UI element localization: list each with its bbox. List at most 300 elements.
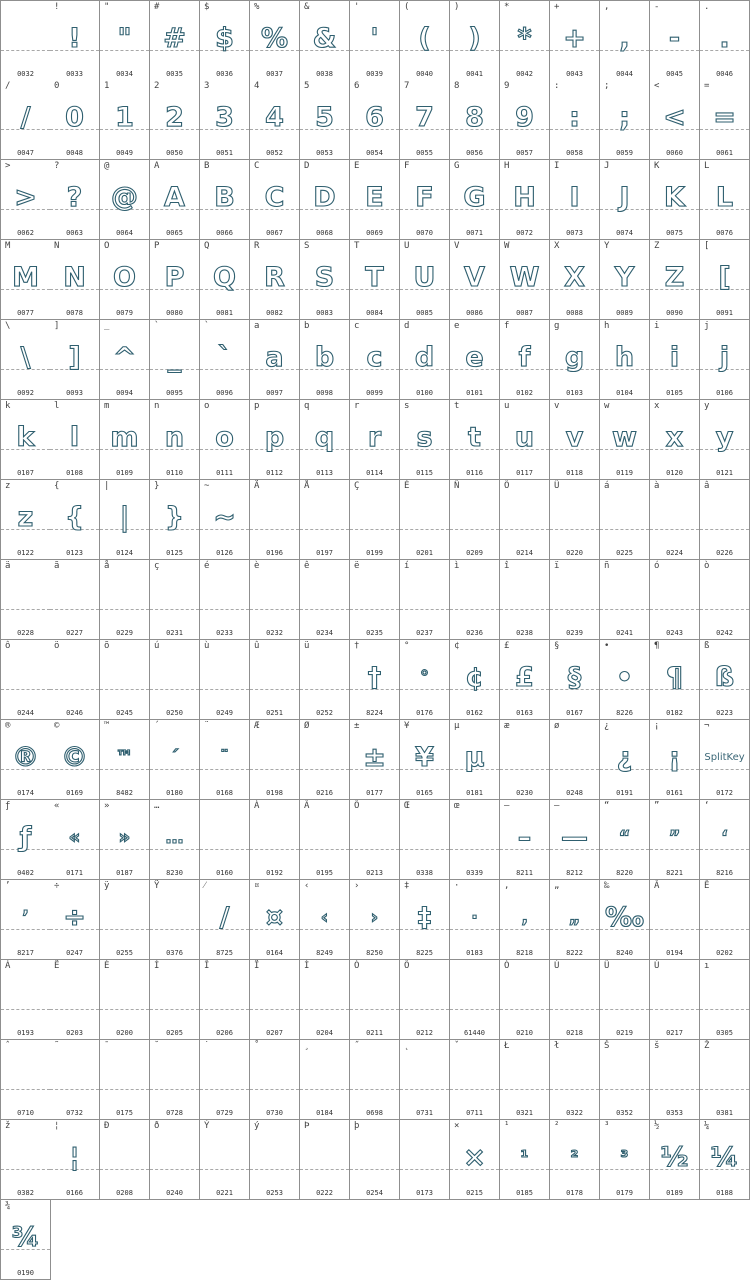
glyph-cell xyxy=(350,720,400,800)
cell-character-label: Z xyxy=(654,241,660,251)
cell-code-label: 0061 xyxy=(716,149,733,157)
glyph-cell xyxy=(350,160,400,240)
glyph-cell xyxy=(50,0,100,81)
glyph-preview: 5 xyxy=(315,102,334,133)
glyph-cell xyxy=(300,480,350,560)
glyph-preview: ² xyxy=(570,1147,579,1168)
cell-code-label: 0229 xyxy=(116,629,133,637)
glyph-preview: + xyxy=(563,23,586,54)
glyph-preview xyxy=(300,973,349,1017)
cell-code-label: 0234 xyxy=(316,629,333,637)
glyph-cell xyxy=(650,80,700,160)
glyph-cell xyxy=(600,320,650,400)
cell-character-label: w xyxy=(604,401,610,411)
cell-code-label: 0096 xyxy=(216,389,233,397)
cell-character-label: B xyxy=(204,161,210,171)
cell-code-label: 0212 xyxy=(416,1029,433,1037)
cell-character-label: … xyxy=(154,801,160,811)
cell-character-label: Û xyxy=(604,961,610,971)
cell-code-label: 0113 xyxy=(316,469,333,477)
glyph-cell xyxy=(350,560,400,640)
glyph-cell xyxy=(0,880,51,960)
glyph-preview xyxy=(200,573,249,617)
cell-code-label: 0182 xyxy=(666,709,683,717)
cell-code-label: 0184 xyxy=(316,1109,333,1117)
cell-character-label: ˚ xyxy=(254,1041,260,1051)
glyph-cell xyxy=(600,240,650,320)
glyph-cell xyxy=(650,560,700,640)
glyph-preview: = xyxy=(713,102,736,133)
cell-character-label: ˆ xyxy=(5,1041,11,1051)
glyph-preview: · xyxy=(471,907,478,928)
cell-character-label: Å xyxy=(304,481,310,491)
glyph-preview xyxy=(50,973,99,1017)
glyph-preview xyxy=(1,14,50,58)
cell-character-label: v xyxy=(554,401,560,411)
cell-character-label: # xyxy=(154,2,160,12)
cell-character-label: ¦ xyxy=(54,1121,60,1131)
cell-character-label: A xyxy=(154,161,160,171)
cell-code-label: 0194 xyxy=(666,949,683,957)
cell-character-label: X xyxy=(554,241,560,251)
cell-code-label: 0210 xyxy=(516,1029,533,1037)
glyph-cell xyxy=(250,880,300,960)
glyph-cell xyxy=(50,640,100,720)
glyph-preview: ° xyxy=(420,667,429,688)
cell-character-label: ł xyxy=(554,1041,560,1051)
glyph-preview xyxy=(250,653,299,697)
cell-code-label: 0203 xyxy=(66,1029,83,1037)
cell-code-label: 0040 xyxy=(416,70,433,78)
glyph-cell xyxy=(550,480,600,560)
glyph-preview xyxy=(400,1133,449,1177)
cell-code-label: 0175 xyxy=(116,1109,133,1117)
cell-code-label: 0192 xyxy=(266,869,283,877)
cell-code-label: 0338 xyxy=(416,869,433,877)
glyph-cell xyxy=(650,240,700,320)
cell-character-label: N xyxy=(54,241,60,251)
glyph-preview: ½ xyxy=(660,1142,689,1173)
glyph-cell xyxy=(200,1040,250,1120)
cell-code-label: 0181 xyxy=(466,789,483,797)
glyph-preview xyxy=(500,1053,549,1097)
cell-code-label: 0062 xyxy=(17,229,34,237)
cell-character-label: ™ xyxy=(104,721,110,731)
glyph-cell xyxy=(300,720,350,800)
glyph-cell xyxy=(350,1040,400,1120)
glyph-preview xyxy=(100,1133,149,1177)
cell-character-label: ( xyxy=(404,2,410,12)
glyph-preview xyxy=(650,573,699,617)
cell-character-label: ‡ xyxy=(404,881,410,891)
cell-character-label: 8 xyxy=(454,81,460,91)
cell-code-label: 0087 xyxy=(516,309,533,317)
glyph-cell xyxy=(550,1120,600,1200)
cell-character-label: ã xyxy=(54,561,60,571)
glyph-preview: U xyxy=(413,262,436,293)
glyph-cell xyxy=(200,560,250,640)
cell-code-label: 0247 xyxy=(66,949,83,957)
cell-code-label: 0089 xyxy=(616,309,633,317)
cell-code-label: 0382 xyxy=(17,1189,34,1197)
glyph-cell xyxy=(550,960,600,1040)
cell-code-label: 0068 xyxy=(316,229,333,237)
glyph-preview: ‡ xyxy=(417,902,432,933)
cell-character-label: É xyxy=(404,481,410,491)
glyph-cell xyxy=(600,640,650,720)
cell-code-label: 0162 xyxy=(466,709,483,717)
glyph-preview: 9 xyxy=(515,102,534,133)
cell-code-label: 0252 xyxy=(316,709,333,717)
glyph-cell xyxy=(0,160,51,240)
cell-code-label: 0731 xyxy=(416,1109,433,1117)
glyph-preview xyxy=(200,653,249,697)
glyph-preview: D xyxy=(313,182,336,213)
cell-character-label: x xyxy=(654,401,660,411)
glyph-preview: ’ xyxy=(22,907,29,928)
cell-code-label: 0034 xyxy=(116,70,133,78)
cell-character-label: ä xyxy=(5,561,11,571)
glyph-cell xyxy=(0,240,51,320)
glyph-cell xyxy=(150,80,200,160)
cell-character-label: Ä xyxy=(254,481,260,491)
glyph-preview xyxy=(1,973,50,1017)
glyph-preview: y xyxy=(715,422,734,453)
cell-character-label: m xyxy=(104,401,110,411)
glyph-preview: E xyxy=(365,182,384,213)
glyph-preview xyxy=(550,493,599,537)
glyph-cell xyxy=(650,320,700,400)
cell-code-label: 0230 xyxy=(516,789,533,797)
glyph-preview: 1 xyxy=(115,102,134,133)
cell-character-label: 6 xyxy=(354,81,360,91)
cell-code-label: 0119 xyxy=(616,469,633,477)
glyph-cell xyxy=(700,1040,750,1120)
glyph-preview: ` xyxy=(217,342,232,373)
glyph-preview: ¶ xyxy=(665,662,684,693)
cell-code-label: 0124 xyxy=(116,549,133,557)
cell-character-label: ÷ xyxy=(54,881,60,891)
glyph-cell xyxy=(300,1040,350,1120)
cell-character-label: ı xyxy=(704,961,710,971)
cell-code-label: 0235 xyxy=(366,629,383,637)
glyph-preview: } xyxy=(164,502,185,533)
cell-character-label: ] xyxy=(54,321,60,331)
glyph-cell xyxy=(350,320,400,400)
glyph-cell xyxy=(150,800,200,880)
cell-code-label: 0339 xyxy=(466,869,483,877)
cell-character-label: À xyxy=(254,801,260,811)
cell-character-label: 4 xyxy=(254,81,260,91)
glyph-cell xyxy=(100,640,150,720)
glyph-cell xyxy=(0,720,51,800)
cell-character-label: ! xyxy=(54,2,60,12)
cell-code-label: 0123 xyxy=(66,549,83,557)
cell-code-label: 0075 xyxy=(666,229,683,237)
cell-code-label: 0322 xyxy=(566,1109,583,1117)
cell-character-label: Í xyxy=(154,961,160,971)
cell-code-label: 0206 xyxy=(216,1029,233,1037)
glyph-preview: ÷ xyxy=(63,902,86,933)
cell-code-label: 0376 xyxy=(166,949,183,957)
glyph-preview: i xyxy=(669,342,680,373)
cell-code-label: 0081 xyxy=(216,309,233,317)
glyph-cell xyxy=(100,560,150,640)
glyph-preview: l xyxy=(69,422,80,453)
cell-character-label: Ë xyxy=(54,961,60,971)
glyph-cell xyxy=(400,1040,450,1120)
glyph-cell xyxy=(400,640,450,720)
cell-code-label: 0041 xyxy=(466,70,483,78)
cell-code-label: 0222 xyxy=(316,1189,333,1197)
cell-character-label: ’ xyxy=(5,881,11,891)
glyph-preview: z xyxy=(17,502,34,533)
cell-code-label: 0165 xyxy=(416,789,433,797)
glyph-cell xyxy=(400,80,450,160)
cell-character-label: & xyxy=(304,2,310,12)
cell-code-label: 0239 xyxy=(566,629,583,637)
cell-character-label: 9 xyxy=(504,81,510,91)
glyph-cell xyxy=(0,1120,51,1200)
cell-code-label: 0058 xyxy=(566,149,583,157)
glyph-preview: X xyxy=(564,262,585,293)
glyph-preview: b xyxy=(314,342,335,373)
glyph-preview xyxy=(450,813,499,857)
glyph-cell xyxy=(450,480,500,560)
cell-character-label: f xyxy=(504,321,510,331)
glyph-cell xyxy=(500,880,550,960)
glyph-preview: e xyxy=(465,342,484,373)
glyph-cell xyxy=(500,640,550,720)
cell-character-label: ³ xyxy=(604,1121,610,1131)
glyph-cell xyxy=(700,880,750,960)
glyph-cell xyxy=(200,800,250,880)
glyph-preview xyxy=(100,893,149,937)
glyph-cell xyxy=(200,0,250,81)
cell-code-label: 8226 xyxy=(616,709,633,717)
glyph-preview: × xyxy=(463,1142,486,1173)
glyph-preview: % xyxy=(260,23,289,54)
cell-code-label: 0208 xyxy=(116,1189,133,1197)
glyph-cell xyxy=(450,640,500,720)
cell-character-label: ¨ xyxy=(204,721,210,731)
cell-code-label: 0730 xyxy=(266,1109,283,1117)
glyph-cell xyxy=(600,400,650,480)
cell-code-label: 8212 xyxy=(566,869,583,877)
cell-code-label: 0083 xyxy=(316,309,333,317)
cell-character-label: * xyxy=(504,2,510,12)
glyph-cell xyxy=(150,720,200,800)
cell-code-label: 0161 xyxy=(666,789,683,797)
cell-character-label: ´ xyxy=(154,721,160,731)
glyph-cell xyxy=(400,720,450,800)
glyph-preview: > xyxy=(14,182,37,213)
glyph-cell xyxy=(600,560,650,640)
glyph-preview: d xyxy=(414,342,435,373)
cell-code-label: 0049 xyxy=(116,149,133,157)
glyph-preview: / xyxy=(20,102,31,133)
glyph-cell xyxy=(350,800,400,880)
glyph-cell xyxy=(100,160,150,240)
glyph-preview xyxy=(150,653,199,697)
glyph-cell xyxy=(600,1120,650,1200)
glyph-preview: $ xyxy=(215,23,234,54)
glyph-preview: A xyxy=(164,182,185,213)
glyph-cell xyxy=(0,320,51,400)
cell-code-label: 0060 xyxy=(666,149,683,157)
cell-character-label: Ù xyxy=(654,961,660,971)
glyph-cell xyxy=(650,720,700,800)
glyph-preview xyxy=(700,973,749,1017)
glyph-cell xyxy=(450,320,500,400)
cell-code-label: 0710 xyxy=(17,1109,34,1117)
cell-character-label: ¼ xyxy=(704,1121,710,1131)
glyph-cell xyxy=(450,80,500,160)
cell-character-label: ó xyxy=(654,561,660,571)
glyph-cell xyxy=(400,880,450,960)
cell-character-label: ç xyxy=(154,561,160,571)
cell-character-label: i xyxy=(654,321,660,331)
cell-code-label: 0038 xyxy=(316,70,333,78)
glyph-cell xyxy=(250,560,300,640)
cell-code-label: 0198 xyxy=(266,789,283,797)
glyph-cell xyxy=(350,400,400,480)
glyph-cell xyxy=(0,480,51,560)
cell-character-label: + xyxy=(554,2,560,12)
cell-character-label: ò xyxy=(704,561,710,571)
glyph-cell xyxy=(400,800,450,880)
glyph-cell xyxy=(550,1040,600,1120)
cell-code-label: 0254 xyxy=(366,1189,383,1197)
glyph-cell xyxy=(650,960,700,1040)
glyph-cell xyxy=(250,240,300,320)
cell-character-label: ½ xyxy=(654,1121,660,1131)
cell-character-label: } xyxy=(154,481,160,491)
cell-character-label: D xyxy=(304,161,310,171)
glyph-preview xyxy=(550,733,599,777)
glyph-cell xyxy=(700,320,750,400)
cell-code-label: 0054 xyxy=(366,149,383,157)
glyph-cell xyxy=(150,960,200,1040)
cell-code-label: 8230 xyxy=(166,869,183,877)
glyph-cell xyxy=(500,320,550,400)
glyph-cell xyxy=(450,800,500,880)
cell-code-label: 0099 xyxy=(366,389,383,397)
cell-code-label: 61440 xyxy=(463,1029,486,1037)
cell-character-label: R xyxy=(254,241,260,251)
cell-code-label: 0171 xyxy=(66,869,83,877)
cell-code-label: 0169 xyxy=(66,789,83,797)
glyph-preview: Y xyxy=(614,262,635,293)
cell-code-label: 0189 xyxy=(666,1189,683,1197)
glyph-cell xyxy=(150,1040,200,1120)
glyph-cell xyxy=(100,320,150,400)
cell-character-label: é xyxy=(204,561,210,571)
glyph-cell xyxy=(450,160,500,240)
cell-character-label: – xyxy=(504,801,510,811)
glyph-cell xyxy=(250,720,300,800)
glyph-cell xyxy=(100,240,150,320)
cell-character-label: æ xyxy=(504,721,510,731)
glyph-preview: @ xyxy=(111,182,138,213)
cell-code-label: 0200 xyxy=(116,1029,133,1037)
cell-code-label: 0178 xyxy=(566,1189,583,1197)
cell-character-label: q xyxy=(304,401,310,411)
glyph-preview xyxy=(350,493,399,537)
cell-code-label: 0095 xyxy=(166,389,183,397)
cell-character-label: ) xyxy=(454,2,460,12)
glyph-preview xyxy=(650,893,699,937)
glyph-cell xyxy=(250,480,300,560)
cell-character-label: r xyxy=(354,401,360,411)
glyph-preview xyxy=(400,493,449,537)
glyph-cell xyxy=(450,880,500,960)
cell-code-label: 8217 xyxy=(17,949,34,957)
glyph-cell xyxy=(300,80,350,160)
glyph-preview: # xyxy=(163,23,186,54)
cell-code-label: 0050 xyxy=(166,149,183,157)
glyph-preview: ¡ xyxy=(668,742,681,773)
glyph-preview: w xyxy=(612,422,637,453)
cell-character-label: Q xyxy=(204,241,210,251)
cell-code-label: 8222 xyxy=(566,949,583,957)
glyph-cell xyxy=(700,400,750,480)
glyph-preview: 7 xyxy=(415,102,434,133)
cell-character-label: £ xyxy=(504,641,510,651)
glyph-cell xyxy=(550,400,600,480)
glyph-cell xyxy=(0,800,51,880)
glyph-cell xyxy=(350,640,400,720)
glyph-cell xyxy=(300,0,350,81)
glyph-preview: … xyxy=(165,827,184,848)
cell-character-label: © xyxy=(54,721,60,731)
cell-character-label: ÿ xyxy=(104,881,110,891)
glyph-cell xyxy=(250,0,300,81)
cell-code-label: 8482 xyxy=(116,789,133,797)
glyph-preview xyxy=(700,893,749,937)
glyph-cell xyxy=(0,400,51,480)
cell-code-label: 0187 xyxy=(116,869,133,877)
glyph-cell xyxy=(100,800,150,880)
cell-character-label: c xyxy=(354,321,360,331)
cell-character-label: 5 xyxy=(304,81,310,91)
cell-character-label: [ xyxy=(704,241,710,251)
cell-character-label: | xyxy=(104,481,110,491)
cell-character-label: ¡ xyxy=(654,721,660,731)
cell-code-label: 0125 xyxy=(166,549,183,557)
cell-code-label: 0103 xyxy=(566,389,583,397)
cell-character-label: j xyxy=(704,321,710,331)
cell-character-label: ü xyxy=(304,641,310,651)
glyph-preview: F xyxy=(415,182,434,213)
glyph-cell xyxy=(500,240,550,320)
cell-code-label: 0305 xyxy=(716,1029,733,1037)
glyph-cell xyxy=(400,0,450,81)
cell-character-label: C xyxy=(254,161,260,171)
cell-code-label: 0218 xyxy=(566,1029,583,1037)
cell-character-label: T xyxy=(354,241,360,251)
glyph-preview: „ xyxy=(568,907,581,928)
cell-code-label: 0042 xyxy=(516,70,533,78)
cell-character-label: õ xyxy=(104,641,110,651)
glyph-cell xyxy=(600,480,650,560)
glyph-preview: N xyxy=(63,262,86,293)
glyph-cell xyxy=(600,160,650,240)
glyph-preview: — xyxy=(561,822,588,853)
cell-code-label: 0176 xyxy=(416,709,433,717)
cell-code-label: 0226 xyxy=(716,549,733,557)
glyph-preview xyxy=(500,573,549,617)
